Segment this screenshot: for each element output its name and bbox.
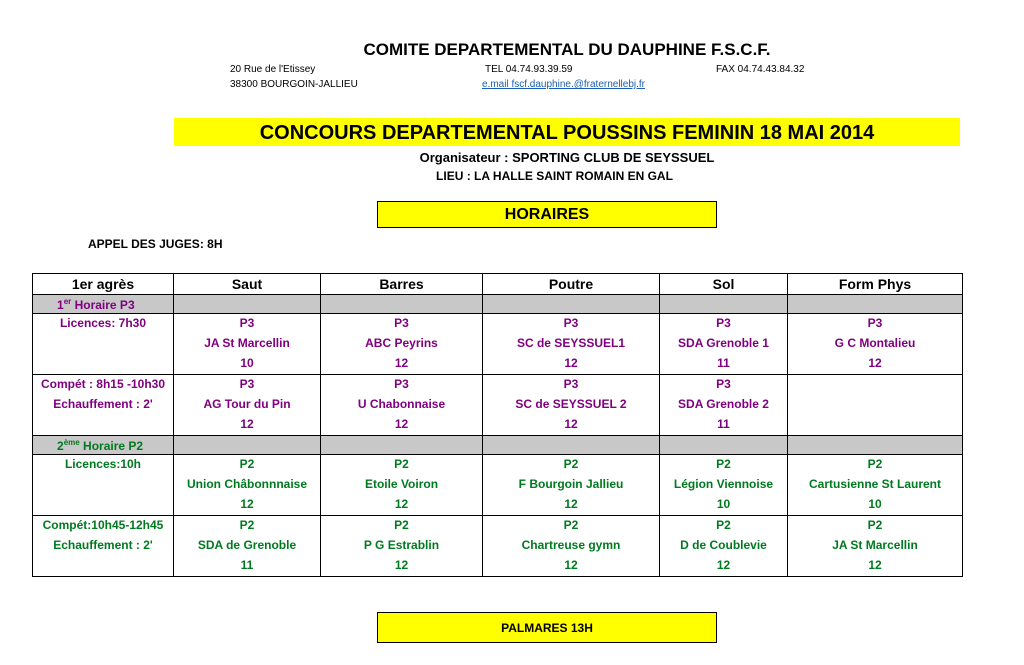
team-count: 12: [564, 497, 578, 511]
team-level: P2: [239, 518, 255, 532]
column-header: Form Phys: [788, 274, 963, 295]
team-count: 11: [240, 558, 254, 572]
team-count: 12: [868, 356, 882, 370]
team-name: SDA de Grenoble: [197, 538, 297, 552]
team-count: 10: [716, 497, 731, 511]
team-cell: [174, 455, 321, 516]
schedule-info: [33, 516, 174, 577]
team-cell: [660, 375, 788, 436]
email-link[interactable]: e.mail fscf.dauphine.@fraternellebj.fr: [482, 79, 646, 90]
team-level: P3: [867, 316, 883, 330]
band-cell: [788, 436, 963, 455]
team-count: 10: [868, 497, 882, 511]
team-level: P3: [239, 377, 255, 391]
band-cell: [321, 295, 483, 314]
team-name: JA St Marcellin: [832, 538, 918, 552]
schedule-info: [33, 455, 174, 516]
team-level: P2: [716, 457, 731, 471]
session-band: [33, 295, 963, 314]
team-name: Etoile Voiron: [364, 477, 439, 491]
team-level: P2: [867, 518, 883, 532]
team-name: Cartusienne St Laurent: [808, 477, 942, 491]
team-count: 11: [717, 417, 730, 431]
team-level: P3: [563, 377, 579, 391]
team-name: ABC Peyrins: [365, 336, 438, 350]
palmares-heading: PALMARES 13H: [377, 612, 717, 643]
team-cell: [788, 314, 963, 375]
table-row: [33, 375, 963, 436]
team-cell: [483, 516, 660, 577]
schedule-info: [33, 375, 174, 436]
organization-name: COMITE DEPARTEMENTAL DU DAUPHINE F.S.C.F.: [363, 40, 771, 59]
team-name: Légion Viennoise: [673, 477, 774, 491]
band-cell: [788, 295, 963, 314]
team-level: [788, 375, 962, 395]
team-cell: [174, 516, 321, 577]
column-header: 1er agrès: [33, 274, 174, 295]
team-name: F Bourgoin Jallieu: [518, 477, 624, 491]
schedule-table: [32, 273, 963, 577]
team-level: P2: [563, 457, 579, 471]
team-level: P3: [716, 377, 731, 391]
schedule-info-line: Licences: 7h30: [59, 316, 147, 330]
team-name: SC de SEYSSUEL1: [516, 336, 626, 350]
session-label: [33, 295, 174, 314]
team-name: SDA Grenoble 1: [678, 336, 769, 350]
session-number: 2: [57, 438, 64, 453]
team-cell: [321, 375, 483, 436]
address-line-2: 38300 BOURGOIN-JALLIEU: [230, 79, 358, 90]
team-cell: [321, 314, 483, 375]
team-cell: [321, 455, 483, 516]
team-count: 12: [716, 558, 731, 572]
team-count: 12: [394, 417, 409, 431]
team-name: P G Estrablin: [363, 538, 440, 552]
team-cell: [788, 455, 963, 516]
team-level: P3: [563, 316, 579, 330]
team-name: Chartreuse gymn: [521, 538, 621, 552]
team-cell: [788, 375, 963, 436]
schedule-info-line: Licences:10h: [64, 457, 142, 471]
team-level: P2: [394, 457, 409, 471]
schedule-info-line: Echauffement : 2': [53, 538, 153, 552]
band-cell: [660, 295, 788, 314]
schedule-info-line: Compét : 8h15 -10h30: [40, 377, 166, 391]
team-name: D de Coublevie: [680, 538, 767, 552]
team-level: P2: [867, 457, 883, 471]
session-ordinal: ème: [63, 437, 80, 447]
team-count: 12: [564, 417, 578, 431]
team-level: P2: [716, 518, 731, 532]
session-title: Horaire P2: [79, 438, 144, 453]
session-number: 1: [57, 297, 64, 312]
team-level: P2: [394, 518, 409, 532]
band-cell: [660, 436, 788, 455]
team-name: Union Châbonnnaise: [187, 477, 307, 491]
team-name: AG Tour du Pin: [203, 397, 291, 411]
telephone: TEL 04.74.93.39.59: [485, 64, 573, 75]
team-level: P2: [239, 457, 255, 471]
schedule-info: [33, 314, 174, 375]
team-name: [788, 395, 962, 415]
team-cell: [660, 455, 788, 516]
team-count: 11: [717, 356, 730, 370]
location: LIEU : LA HALLE SAINT ROMAIN EN GAL: [436, 169, 673, 183]
team-count: 12: [240, 417, 254, 431]
team-count: 12: [564, 356, 578, 370]
team-level: P3: [239, 316, 255, 330]
team-cell: [483, 314, 660, 375]
column-header: Sol: [660, 274, 788, 295]
session-ordinal: er: [63, 296, 72, 306]
team-count: 12: [394, 497, 409, 511]
team-cell: [174, 375, 321, 436]
team-cell: [174, 314, 321, 375]
organizer: Organisateur : SPORTING CLUB DE SEYSSUEL: [419, 150, 715, 165]
band-cell: [483, 436, 660, 455]
horaires-heading: HORAIRES: [377, 201, 717, 228]
table-header-row: [33, 274, 963, 295]
competition-title: CONCOURS DEPARTEMENTAL POUSSINS FEMININ 18 MAI 2014: [174, 118, 960, 146]
team-level: P3: [394, 316, 409, 330]
team-level: P3: [716, 316, 731, 330]
team-level: P2: [563, 518, 579, 532]
team-count: 12: [240, 497, 254, 511]
team-count: 12: [868, 558, 882, 572]
table-row: [33, 314, 963, 375]
team-name: JA St Marcellin: [204, 336, 290, 350]
column-header: Barres: [321, 274, 483, 295]
team-count: 12: [564, 558, 578, 572]
table-row: [33, 455, 963, 516]
team-cell: [321, 516, 483, 577]
session-title: Horaire P3: [71, 297, 135, 312]
team-count: 12: [394, 356, 409, 370]
band-cell: [321, 436, 483, 455]
team-cell: [660, 314, 788, 375]
band-cell: [483, 295, 660, 314]
team-count: [788, 415, 962, 435]
team-cell: [660, 516, 788, 577]
band-cell: [174, 436, 321, 455]
team-count: 10: [240, 356, 254, 370]
column-header: Poutre: [483, 274, 660, 295]
table-row: [33, 516, 963, 577]
team-name: SC de SEYSSUEL 2: [515, 397, 627, 411]
session-band: [33, 436, 963, 455]
schedule-info-line: Echauffement : 2': [53, 397, 153, 411]
column-header: Saut: [174, 274, 321, 295]
team-cell: [483, 455, 660, 516]
team-count: 12: [394, 558, 409, 572]
fax: FAX 04.74.43.84.32: [716, 64, 805, 75]
team-name: G C Montalieu: [834, 336, 916, 350]
address-line-1: 20 Rue de l'Etissey: [230, 64, 316, 75]
team-cell: [483, 375, 660, 436]
team-name: SDA Grenoble 2: [678, 397, 769, 411]
team-level: P3: [394, 377, 409, 391]
judges-call: APPEL DES JUGES: 8H: [88, 237, 223, 251]
band-cell: [174, 295, 321, 314]
team-name: U Chabonnaise: [357, 397, 446, 411]
session-label: [33, 436, 174, 455]
team-cell: [788, 516, 963, 577]
schedule-info-line: Compét:10h45-12h45: [42, 518, 164, 532]
